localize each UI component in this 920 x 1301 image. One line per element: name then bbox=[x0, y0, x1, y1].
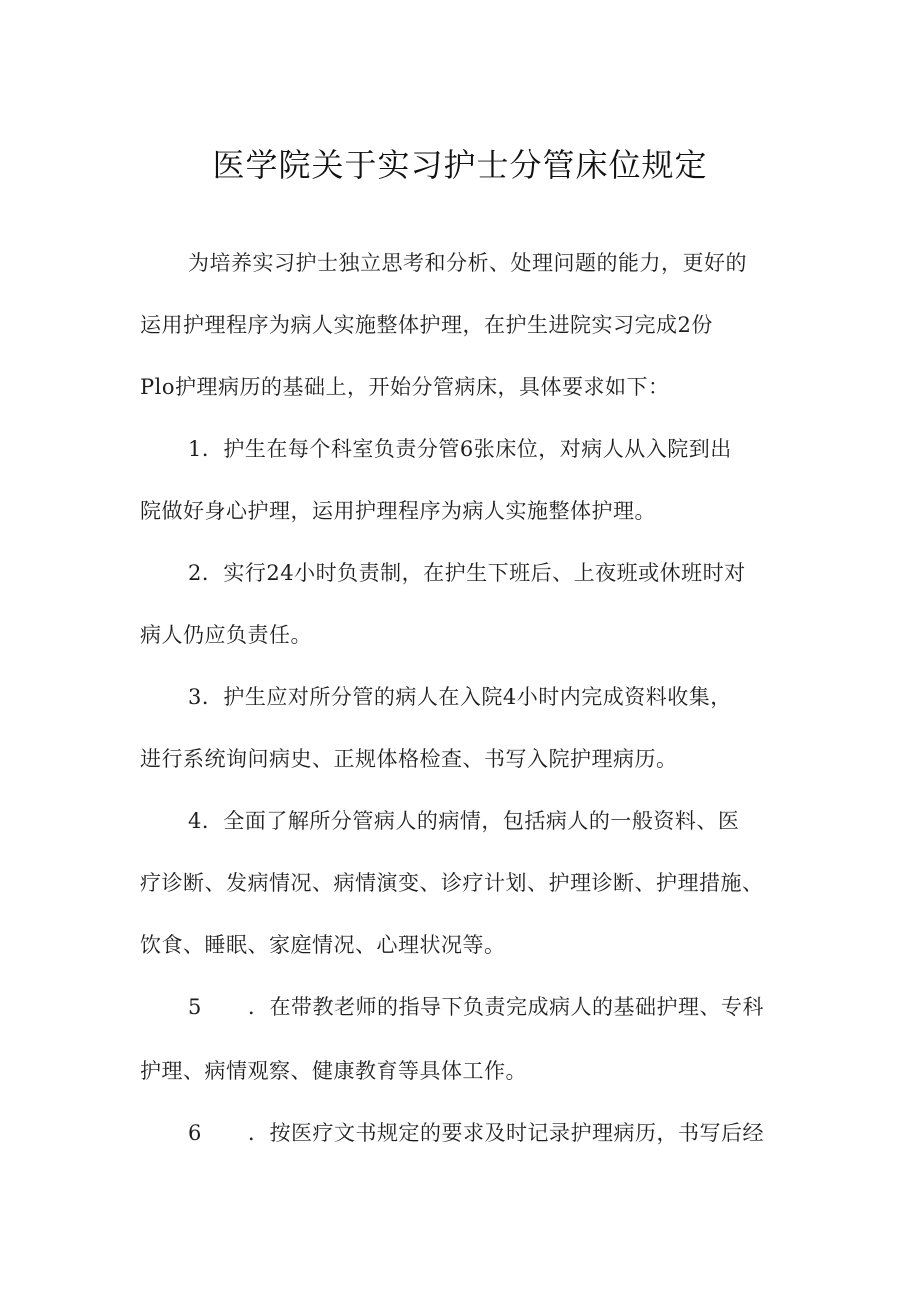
item-text: ．护生在每个科室负责分管6张床位，对病人从入院到出 bbox=[201, 437, 732, 461]
item-1-first-line bbox=[188, 434, 732, 464]
item-5-line-2: 护理、病情观察、健康教育等具体工作。 bbox=[140, 1059, 527, 1083]
item-5-number: 5 bbox=[188, 995, 202, 1019]
item-3-first-line bbox=[188, 682, 732, 712]
item-number: 4 bbox=[188, 809, 202, 833]
item-2-first-line bbox=[188, 558, 746, 588]
item-5-first-line: ．在带教老师的指导下负责完成病人的基础护理、专科 bbox=[248, 995, 764, 1019]
item-number: 1 bbox=[188, 437, 202, 461]
item-text: ．实行24小时负责制，在护生下班后、上夜班或休班时对 bbox=[201, 561, 746, 585]
document-title: 医学院关于实习护士分管床位规定 bbox=[212, 146, 708, 184]
item-number: 2 bbox=[188, 561, 202, 585]
item-6-number: 6 bbox=[188, 1121, 202, 1145]
item-4-first-line bbox=[188, 806, 739, 836]
item-3-line-2: 进行系统询问病史、正规体格检查、书写入院护理病历。 bbox=[140, 747, 678, 771]
item-4-line-3: 饮食、睡眠、家庭情况、心理状况等。 bbox=[140, 933, 506, 957]
item-1-line-2: 院做好身心护理，运用护理程序为病人实施整体护理。 bbox=[140, 499, 656, 523]
intro-line-3: Plo护理病历的基础上，开始分管病床，具体要求如下： bbox=[140, 375, 670, 399]
item-text: ．护生应对所分管的病人在入院4小时内完成资料收集， bbox=[201, 685, 732, 709]
intro-line-2: 运用护理程序为病人实施整体护理，在护生进院实习完成2份 bbox=[140, 313, 713, 337]
item-2-line-2: 病人仍应负责任。 bbox=[140, 623, 312, 647]
item-number: 3 bbox=[188, 685, 202, 709]
intro-line-1: 为培养实习护士独立思考和分析、处理问题的能力，更好的 bbox=[188, 251, 747, 275]
item-6-first-line: ．按医疗文书规定的要求及时记录护理病历，书写后经 bbox=[248, 1121, 764, 1145]
item-4-line-2: 疗诊断、发病情况、病情演变、诊疗计划、护理诊断、护理措施、 bbox=[140, 871, 764, 895]
item-text: ．全面了解所分管病人的病情，包括病人的一般资料、医 bbox=[201, 809, 740, 833]
